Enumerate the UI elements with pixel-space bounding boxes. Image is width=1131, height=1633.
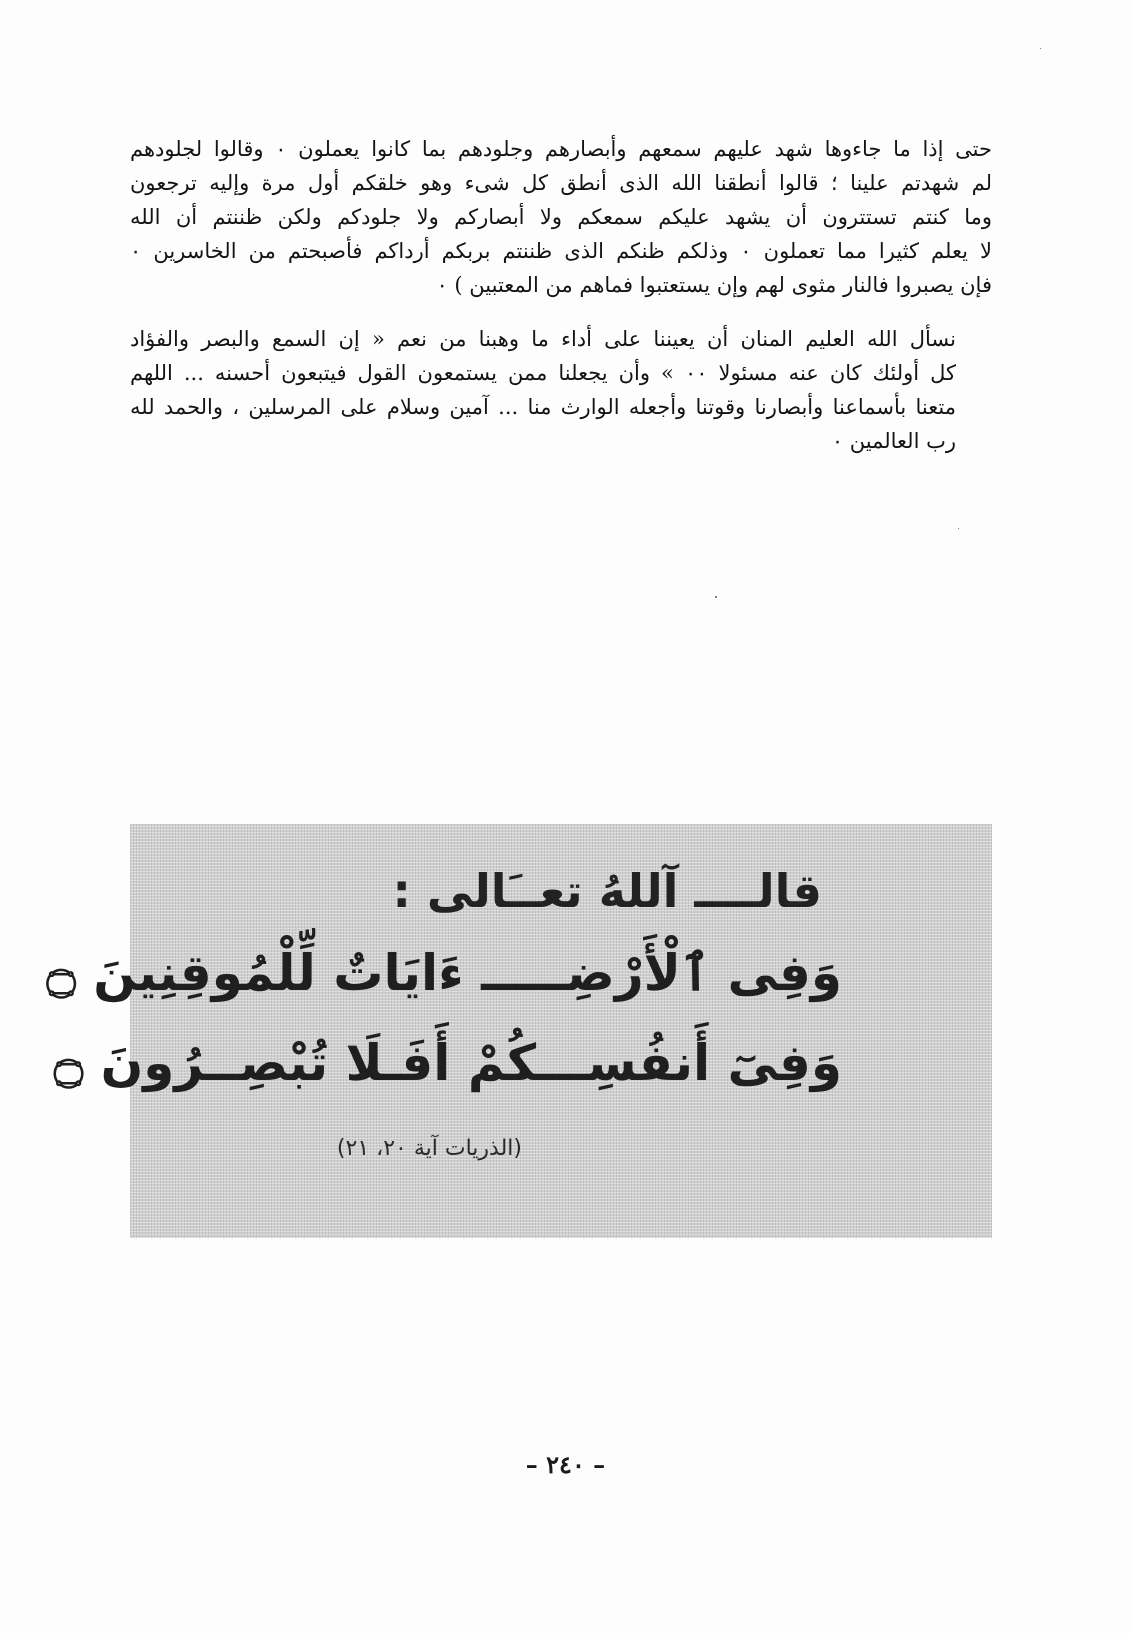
scan-speck: [715, 596, 717, 598]
scan-speck: [1040, 48, 1041, 49]
text-line: رب العالمين ٠: [831, 429, 956, 453]
text-line: لا يعلم كثيرا مما تعملون ٠ وذلكم ظنكم الذى ظننتم بربكم أرداكم فأصبحتم من الخاسرين ٠: [130, 239, 992, 263]
text-line: حتى إذا ما جاءوها شهد عليهم سمعهم وأبصارهم وجلودهم بما كانوا يعملون ٠ وقالوا لجلودهم: [130, 137, 992, 161]
text-line: متعنا بأسماعنا وأبصارنا وقوتنا وأجعله الوارث منا ... آمين وسلام على المرسلين ، والحمد لله: [130, 395, 956, 419]
body-text: [130, 132, 992, 458]
text-line: نسأل الله العليم المنان أن يعيننا على أداء ما وهبنا من نعم « إن السمع والبصر والفؤاد: [130, 327, 956, 351]
paragraph-quran-quote: [130, 132, 992, 302]
verse-line-2: وَفِىٓ أَنفُسِـــكُمْ أَفَـلَا تُبْصِــرُونَ ۝: [53, 1034, 842, 1092]
text-line: لم شهدتم علينا ؛ قالوا أنطقنا الله الذى أنطق كل شىء وهو خلقكم أول مرة وإليه ترجعون: [130, 171, 992, 195]
text-line: كل أولئك كان عنه مسئولا ٠٠ » وأن يجعلنا ممن يستمعون القول فيتبعون أحسنه ... اللهم: [130, 361, 956, 385]
text-line: وما كنتم تستترون أن يشهد عليكم سمعكم ولا أبصاركم ولا جلودكم ولكن ظننتم أن الله: [130, 205, 992, 229]
scan-speck: [958, 528, 959, 529]
verse-line-1: وَفِى ٱلْأَرْضِـــــ ءَايَاتٌ لِّلْمُوقِنِينَ ۝: [46, 944, 842, 1002]
verse-intro: قالــــ آللهُ تعــَالى :: [392, 864, 822, 918]
page-number: – ٢٤٠ –: [525, 1450, 606, 1479]
paragraph-supplication: [130, 322, 992, 458]
verse-reference: (الذريات آية ٢٠، ٢١): [336, 1136, 522, 1161]
quran-verse-box: [46, 824, 992, 1238]
text-line: فإن يصبروا فالنار مثوى لهم وإن يستعتبوا فماهم من المعتبين ) ٠: [436, 273, 992, 297]
